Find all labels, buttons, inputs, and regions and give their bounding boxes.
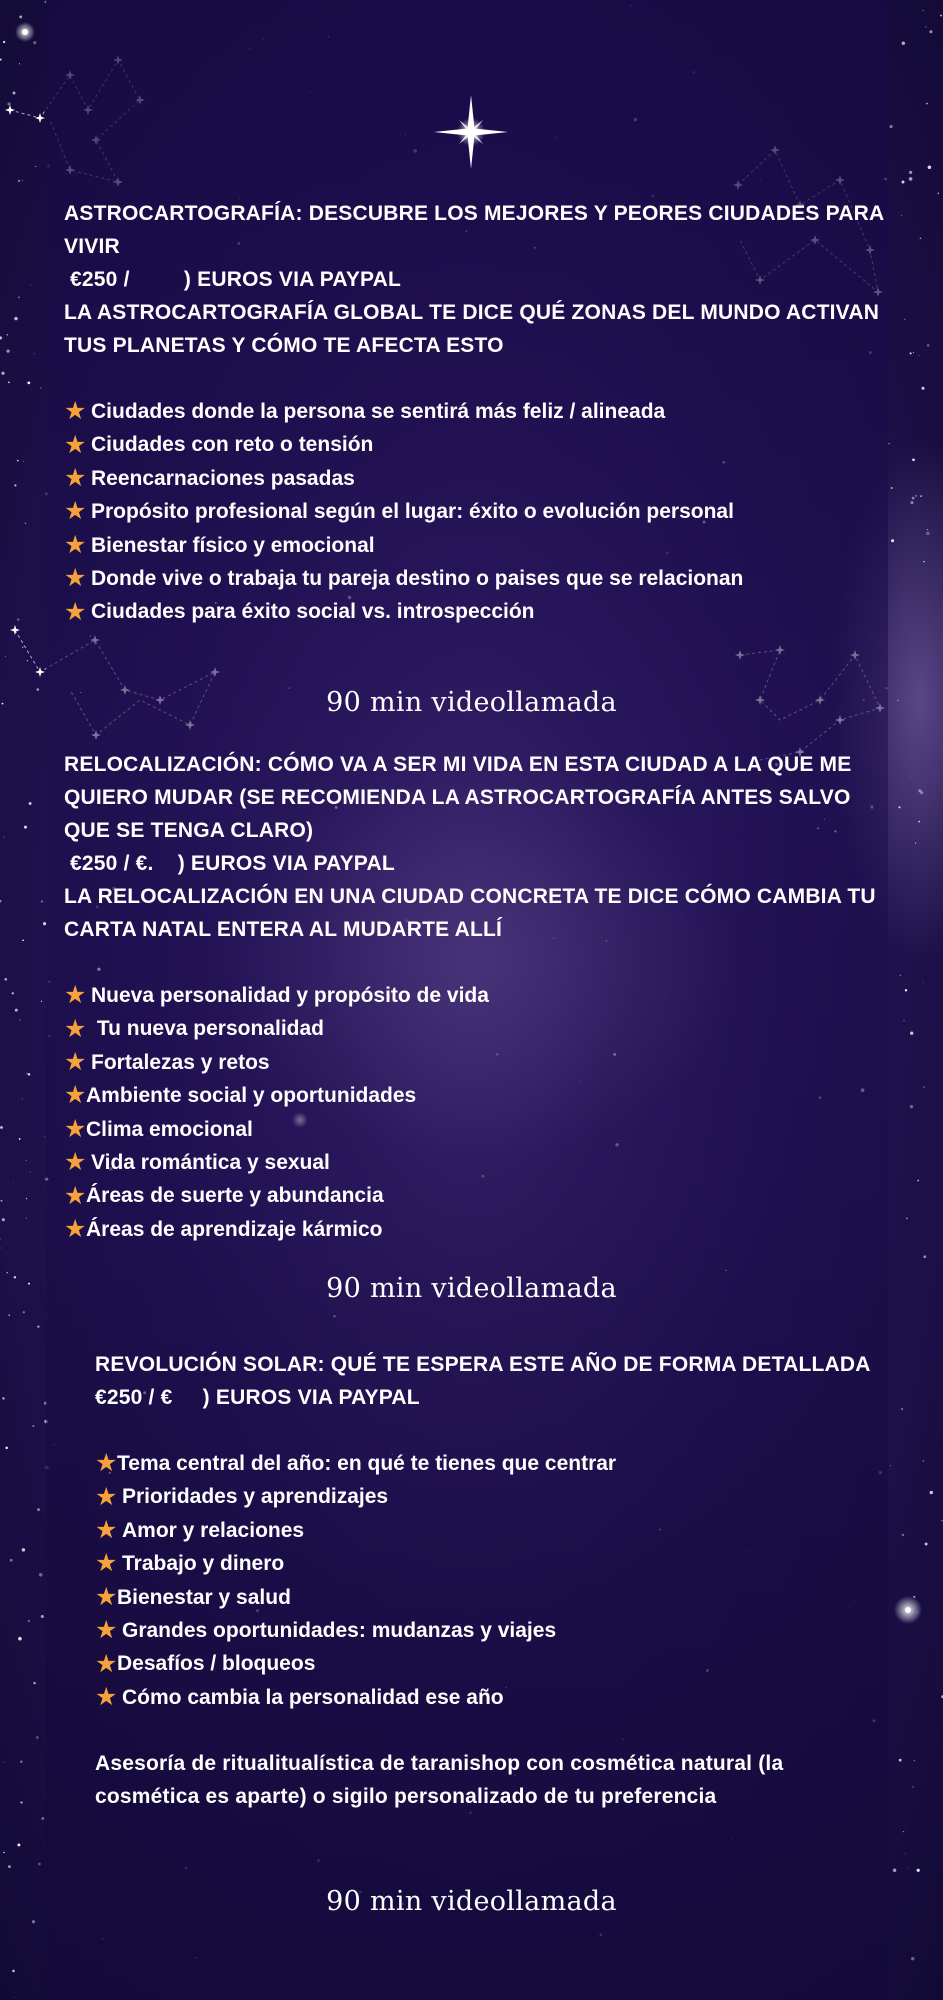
section-description: LA ASTROCARTOGRAFÍA GLOBAL TE DICE QUÉ ZONAS DEL MUNDO ACTIVAN TUS PLANETAS Y CÓMO TE AFECTA ESTO: [64, 301, 880, 357]
star-icon: ★: [64, 1081, 87, 1110]
list-item: ★ Nueva personalidad y propósito de vida: [64, 979, 894, 1012]
price-line: €250 / € ) EUROS VIA PAYPAL: [95, 1386, 420, 1409]
list-item: ★ Áreas de suerte y abundancia: [64, 1179, 894, 1212]
star-icon: ★: [95, 1683, 118, 1712]
list-item: ★ Ciudades con reto o tensión: [64, 428, 894, 461]
star-icon: ★: [64, 1148, 87, 1177]
price-line: €250 / €. ) EUROS VIA PAYPAL: [64, 852, 395, 875]
list-item: ★ Grandes oportunidades: mudanzas y viajes: [95, 1614, 885, 1647]
star-icon: ★: [64, 397, 87, 426]
feature-list: [64, 979, 894, 1246]
list-item: ★ Prioridades y aprendizajes: [95, 1480, 885, 1513]
section-revolucion-solar: [95, 1348, 885, 1813]
list-item: ★ Propósito profesional según el lugar: éxito o evolución personal: [64, 495, 894, 528]
star-icon: ★: [64, 981, 87, 1010]
star-icon: ★: [95, 1449, 118, 1478]
price-line: €250 / ) EUROS VIA PAYPAL: [64, 268, 402, 291]
list-item: ★ Ciudades para éxito social vs. introspección: [64, 595, 894, 628]
list-item: ★ Tema central del año: en qué te tienes que centrar: [95, 1447, 885, 1480]
list-item: ★ Trabajo y dinero: [95, 1547, 885, 1580]
list-item: ★ Reencarnaciones pasadas: [64, 462, 894, 495]
list-item: ★ Áreas de aprendizaje kármico: [64, 1213, 894, 1246]
feature-list: [95, 1447, 885, 1714]
section-title: RELOCALIZACIÓN: CÓMO VA A SER MI VIDA EN ESTA CIUDAD A LA QUE ME QUIERO MUDAR (SE RECOMIENDA LA ASTROCARTOGRAFÍA ANTES SALVO QUE SE TENGA CLARO): [64, 753, 852, 842]
session-duration-2: 90 min videollamada: [326, 1273, 617, 1304]
star-icon: ★: [64, 1114, 87, 1143]
star-icon: ★: [64, 597, 87, 626]
list-item: ★ Tu nueva personalidad: [64, 1012, 894, 1045]
list-item: ★ Ciudades donde la persona se sentirá más feliz / alineada: [64, 395, 894, 428]
star-icon: ★: [64, 530, 87, 559]
star-icon: ★: [64, 464, 87, 493]
star-icon: ★: [64, 564, 87, 593]
star-icon: ★: [64, 1014, 87, 1043]
section-astrocartografia: [64, 197, 894, 629]
star-icon: ★: [95, 1649, 118, 1678]
star-icon: ★: [95, 1482, 118, 1511]
session-duration-1: 90 min videollamada: [326, 687, 617, 718]
star-icon: ★: [64, 1048, 87, 1077]
star-icon: ★: [95, 1616, 118, 1645]
star-icon: ★: [64, 1181, 87, 1210]
feature-list: [64, 395, 894, 629]
list-item: ★ Fortalezas y retos: [64, 1046, 894, 1079]
star-icon: ★: [64, 1215, 87, 1244]
star-icon: ★: [95, 1582, 118, 1611]
list-item: ★ Amor y relaciones: [95, 1514, 885, 1547]
list-item: ★ Clima emocional: [64, 1113, 894, 1146]
list-item: ★ Desafíos / bloqueos: [95, 1647, 885, 1680]
star-icon: ★: [64, 430, 87, 459]
list-item: ★ Bienestar físico y emocional: [64, 529, 894, 562]
star-icon: ★: [64, 497, 87, 526]
list-item: ★ Ambiente social y oportunidades: [64, 1079, 894, 1112]
list-item: ★ Donde vive o trabaja tu pareja destino o paises que se relacionan: [64, 562, 894, 595]
section-title: REVOLUCIÓN SOLAR: QUÉ TE ESPERA ESTE AÑO DE FORMA DETALLADA: [95, 1353, 871, 1376]
list-item: ★ Cómo cambia la personalidad ese año: [95, 1681, 885, 1714]
section-description: LA RELOCALIZACIÓN EN UNA CIUDAD CONCRETA TE DICE CÓMO CAMBIA TU CARTA NATAL ENTERA AL MUDARTE ALLÍ: [64, 885, 876, 941]
extra-service-note: Asesoría de ritualitualística de taranishop con cosmética natural (la cosmética es aparte) o sigilo personalizado de tu preferencia: [95, 1752, 784, 1809]
session-duration-3: 90 min videollamada: [326, 1886, 617, 1917]
star-icon: ★: [95, 1516, 118, 1545]
list-item: ★ Vida romántica y sexual: [64, 1146, 894, 1179]
north-star-icon: [434, 95, 508, 169]
section-relocalizacion: [64, 748, 894, 1246]
star-icon: ★: [95, 1549, 118, 1578]
list-item: ★ Bienestar y salud: [95, 1581, 885, 1614]
section-title: ASTROCARTOGRAFÍA: DESCUBRE LOS MEJORES Y PEORES CIUDADES PARA VIVIR: [64, 202, 884, 258]
